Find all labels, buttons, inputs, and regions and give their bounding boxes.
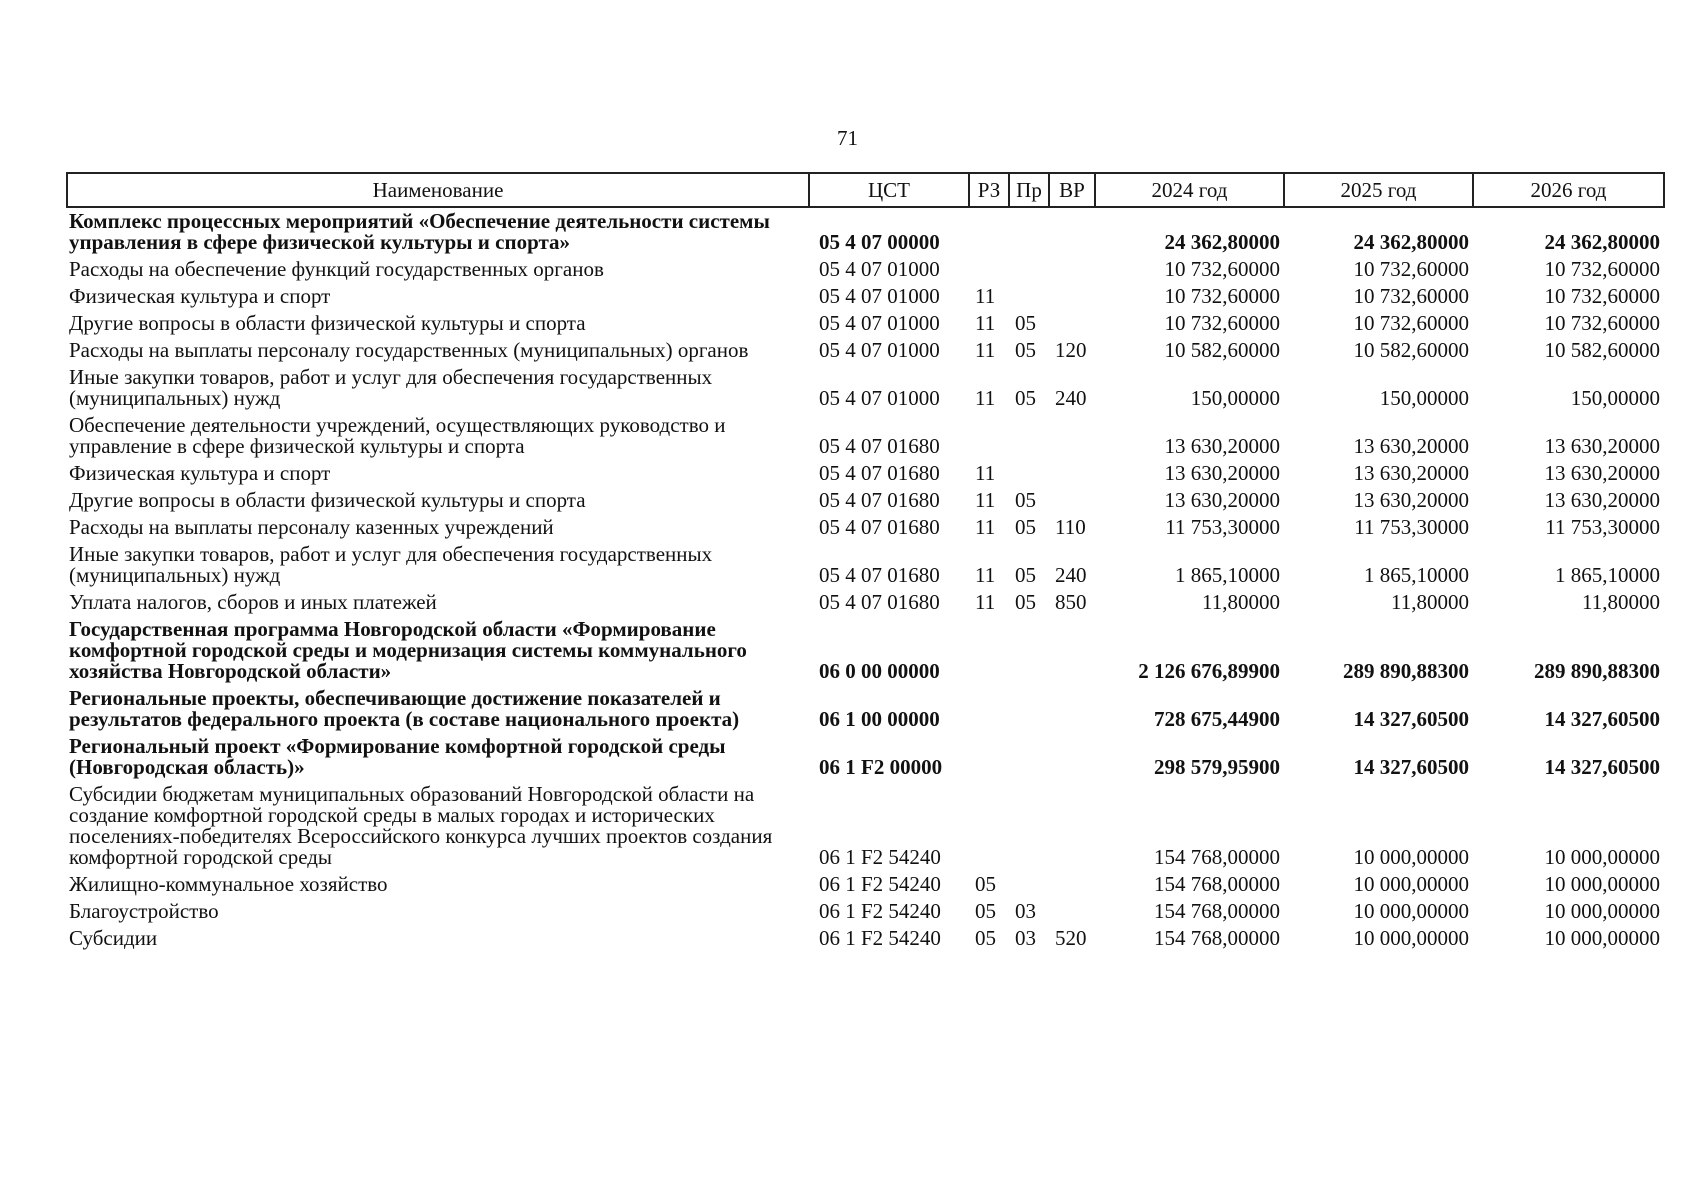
cell-pr: 03 [1015, 926, 1036, 950]
cell-pr [1009, 733, 1049, 781]
header-2026: 2026 год [1473, 173, 1664, 207]
cell-2025: 10 000,00000 [1353, 926, 1469, 950]
cell-pr [1009, 871, 1049, 898]
cell-2024: 10 732,60000 [1164, 311, 1280, 335]
header-pr: Пр [1009, 173, 1049, 207]
table-row [67, 589, 1664, 616]
cell-2024: 154 768,00000 [1154, 899, 1280, 923]
cell-2024: 150,00000 [1190, 386, 1280, 410]
cell-rz: 11 [975, 386, 996, 410]
cell-name: Расходы на выплаты персоналу государственных (муниципальных) органов [69, 338, 749, 362]
table-row [67, 925, 1664, 952]
cell-cst: 05 4 07 01000 [819, 338, 940, 362]
cell-cst: 05 4 07 01000 [819, 311, 940, 335]
table-row [67, 871, 1664, 898]
cell-cst: 06 1 F2 00000 [819, 755, 943, 779]
cell-name: Обеспечение деятельности учреждений, осуществляющих руководство и управление в сфере физической культуры и спорта [69, 413, 726, 458]
cell-2026: 24 362,80000 [1544, 230, 1660, 254]
cell-2025: 13 630,20000 [1353, 461, 1469, 485]
cell-rz: 05 [975, 872, 996, 896]
cell-2025: 150,00000 [1379, 386, 1469, 410]
cell-2026: 10 000,00000 [1544, 872, 1660, 896]
cell-2024: 154 768,00000 [1154, 872, 1280, 896]
table-row [67, 364, 1664, 412]
cell-pr: 05 [1015, 338, 1036, 362]
table-row [67, 898, 1664, 925]
cell-2026: 10 000,00000 [1544, 899, 1660, 923]
cell-pr: 05 [1015, 590, 1036, 614]
cell-2026: 10 582,60000 [1544, 338, 1660, 362]
cell-2024: 13 630,20000 [1164, 434, 1280, 458]
cell-2025: 10 732,60000 [1353, 284, 1469, 308]
table-row [67, 514, 1664, 541]
cell-vr [1049, 781, 1095, 871]
table-row [67, 487, 1664, 514]
cell-2025: 13 630,20000 [1353, 488, 1469, 512]
cell-2026: 10 732,60000 [1544, 311, 1660, 335]
table-row [67, 207, 1664, 256]
cell-rz [969, 207, 1009, 256]
cell-2026: 1 865,10000 [1555, 563, 1660, 587]
cell-2026: 289 890,88300 [1534, 659, 1660, 683]
cell-vr: 240 [1055, 386, 1087, 410]
cell-vr [1049, 733, 1095, 781]
cell-pr [1009, 460, 1049, 487]
cell-vr [1049, 207, 1095, 256]
cell-pr [1009, 283, 1049, 310]
cell-2025: 10 732,60000 [1353, 257, 1469, 281]
cell-vr: 520 [1055, 926, 1087, 950]
cell-cst: 06 1 F2 54240 [819, 926, 941, 950]
header-2025: 2025 год [1284, 173, 1473, 207]
cell-rz [969, 685, 1009, 733]
cell-name: Расходы на обеспечение функций государственных органов [69, 257, 604, 281]
cell-2024: 10 732,60000 [1164, 257, 1280, 281]
cell-pr [1009, 256, 1049, 283]
cell-rz [969, 412, 1009, 460]
cell-2025: 11,80000 [1391, 590, 1469, 614]
cell-2025: 24 362,80000 [1353, 230, 1469, 254]
cell-pr: 05 [1015, 563, 1036, 587]
cell-vr [1049, 487, 1095, 514]
cell-cst: 06 1 00 00000 [819, 707, 940, 731]
cell-cst: 05 4 07 01680 [819, 488, 940, 512]
cell-2025: 10 000,00000 [1353, 899, 1469, 923]
cell-cst: 05 4 07 01680 [819, 461, 940, 485]
cell-cst: 06 0 00 00000 [819, 659, 940, 683]
cell-rz: 11 [975, 311, 996, 335]
cell-cst: 06 1 F2 54240 [819, 899, 941, 923]
cell-2026: 13 630,20000 [1544, 461, 1660, 485]
cell-2026: 14 327,60500 [1544, 707, 1660, 731]
cell-rz: 05 [975, 926, 996, 950]
cell-pr [1009, 207, 1049, 256]
cell-pr: 05 [1015, 386, 1036, 410]
table-row [67, 256, 1664, 283]
table-row [67, 460, 1664, 487]
cell-vr [1049, 616, 1095, 685]
cell-2024: 298 579,95900 [1154, 755, 1280, 779]
cell-vr [1049, 310, 1095, 337]
cell-vr [1049, 898, 1095, 925]
cell-cst: 05 4 07 01000 [819, 386, 940, 410]
cell-vr: 120 [1055, 338, 1087, 362]
cell-name: Физическая культура и спорт [69, 284, 331, 308]
cell-pr [1009, 685, 1049, 733]
table-row [67, 283, 1664, 310]
header-rz: РЗ [969, 173, 1009, 207]
table-row [67, 412, 1664, 460]
cell-2025: 10 000,00000 [1353, 872, 1469, 896]
page-number: 71 [837, 126, 858, 150]
cell-2024: 13 630,20000 [1164, 461, 1280, 485]
cell-cst: 05 4 07 01000 [819, 257, 940, 281]
table-row [67, 310, 1664, 337]
cell-rz: 11 [975, 284, 996, 308]
cell-2024: 728 675,44900 [1154, 707, 1280, 731]
cell-name: Иные закупки товаров, работ и услуг для обеспечения государственных (муниципальных) нужд [69, 365, 713, 410]
cell-2025: 14 327,60500 [1353, 755, 1469, 779]
cell-cst: 05 4 07 01680 [819, 590, 940, 614]
cell-2026: 11,80000 [1582, 590, 1660, 614]
cell-name: Расходы на выплаты персоналу казенных учреждений [69, 515, 554, 539]
cell-2025: 10 000,00000 [1353, 845, 1469, 869]
cell-name: Благоустройство [69, 899, 219, 923]
table-row [67, 781, 1664, 871]
cell-rz [969, 256, 1009, 283]
cell-cst: 05 4 07 01680 [819, 563, 940, 587]
cell-name: Другие вопросы в области физической культуры и спорта [69, 488, 586, 512]
table-row [67, 733, 1664, 781]
cell-rz: 11 [975, 488, 996, 512]
budget-table [66, 172, 1665, 952]
cell-rz: 05 [975, 899, 996, 923]
table-row [67, 685, 1664, 733]
cell-2026: 150,00000 [1570, 386, 1660, 410]
cell-pr [1009, 616, 1049, 685]
cell-rz: 11 [975, 590, 996, 614]
cell-name: Субсидии [69, 926, 158, 950]
cell-cst: 05 4 07 01000 [819, 284, 940, 308]
cell-pr [1009, 412, 1049, 460]
cell-name: Региональные проекты, обеспечивающие достижение показателей и результатов федерального проекта (в составе национального проекта) [69, 686, 740, 731]
table-header-row [67, 173, 1664, 207]
cell-pr: 05 [1015, 488, 1036, 512]
cell-vr [1049, 871, 1095, 898]
cell-rz [969, 733, 1009, 781]
cell-2025: 289 890,88300 [1343, 659, 1469, 683]
cell-vr [1049, 283, 1095, 310]
cell-pr: 05 [1015, 515, 1036, 539]
cell-2025: 14 327,60500 [1353, 707, 1469, 731]
cell-cst: 05 4 07 01680 [819, 515, 940, 539]
cell-2025: 10 582,60000 [1353, 338, 1469, 362]
cell-2025: 1 865,10000 [1364, 563, 1469, 587]
cell-2024: 11 753,30000 [1165, 515, 1280, 539]
header-name: Наименование [67, 173, 809, 207]
cell-vr [1049, 256, 1095, 283]
cell-2026: 10 732,60000 [1544, 257, 1660, 281]
cell-cst: 06 1 F2 54240 [819, 872, 941, 896]
cell-cst: 05 4 07 00000 [819, 230, 940, 254]
cell-pr [1009, 781, 1049, 871]
cell-name: Другие вопросы в области физической культуры и спорта [69, 311, 586, 335]
cell-cst: 05 4 07 01680 [819, 434, 940, 458]
cell-name: Жилищно-коммунальное хозяйство [69, 872, 388, 896]
cell-2025: 10 732,60000 [1353, 311, 1469, 335]
cell-name: Иные закупки товаров, работ и услуг для обеспечения государственных (муниципальных) нужд [69, 542, 713, 587]
cell-2026: 14 327,60500 [1544, 755, 1660, 779]
cell-rz [969, 616, 1009, 685]
cell-2024: 154 768,00000 [1154, 845, 1280, 869]
cell-pr: 05 [1015, 311, 1036, 335]
cell-2024: 24 362,80000 [1164, 230, 1280, 254]
cell-2026: 13 630,20000 [1544, 488, 1660, 512]
cell-2026: 11 753,30000 [1545, 515, 1660, 539]
cell-rz: 11 [975, 515, 996, 539]
table-row [67, 541, 1664, 589]
cell-pr: 03 [1015, 899, 1036, 923]
header-2024: 2024 год [1095, 173, 1284, 207]
cell-name: Комплекс процессных мероприятий «Обеспечение деятельности системы управления в сфере физической культуры и спорта» [69, 209, 770, 254]
cell-vr: 850 [1055, 590, 1087, 614]
cell-2026: 10 000,00000 [1544, 926, 1660, 950]
cell-2025: 11 753,30000 [1354, 515, 1469, 539]
cell-rz: 11 [975, 461, 996, 485]
cell-2024: 1 865,10000 [1175, 563, 1280, 587]
cell-2026: 10 000,00000 [1544, 845, 1660, 869]
cell-name: Уплата налогов, сборов и иных платежей [69, 590, 437, 614]
cell-name: Региональный проект «Формирование комфортной городской среды (Новгородская область)» [69, 734, 726, 779]
cell-2025: 13 630,20000 [1353, 434, 1469, 458]
cell-rz: 11 [975, 338, 996, 362]
cell-vr [1049, 685, 1095, 733]
cell-vr: 110 [1055, 515, 1086, 539]
table-row [67, 616, 1664, 685]
cell-2026: 10 732,60000 [1544, 284, 1660, 308]
cell-vr [1049, 460, 1095, 487]
cell-2024: 2 126 676,89900 [1138, 659, 1280, 683]
cell-2024: 11,80000 [1202, 590, 1280, 614]
cell-rz [969, 781, 1009, 871]
table-body [67, 207, 1664, 952]
cell-vr [1049, 412, 1095, 460]
cell-name: Государственная программа Новгородской области «Формирование комфортной городской среды и модернизация системы коммунального хозяйства Новгородской области» [69, 617, 747, 683]
cell-name: Физическая культура и спорт [69, 461, 331, 485]
header-cst: ЦСТ [809, 173, 969, 207]
cell-2024: 10 732,60000 [1164, 284, 1280, 308]
cell-2024: 154 768,00000 [1154, 926, 1280, 950]
header-vr: ВР [1049, 173, 1095, 207]
cell-2026: 13 630,20000 [1544, 434, 1660, 458]
cell-name: Субсидии бюджетам муниципальных образований Новгородской области на создание комфортной городской среды в малых городах и исторических поселениях-победителях Всероссийского конкурса лучших проектов создания комфортной городской среды [69, 782, 773, 869]
cell-cst: 06 1 F2 54240 [819, 845, 941, 869]
cell-2024: 13 630,20000 [1164, 488, 1280, 512]
cell-vr: 240 [1055, 563, 1087, 587]
cell-2024: 10 582,60000 [1164, 338, 1280, 362]
cell-rz: 11 [975, 563, 996, 587]
table-row [67, 337, 1664, 364]
